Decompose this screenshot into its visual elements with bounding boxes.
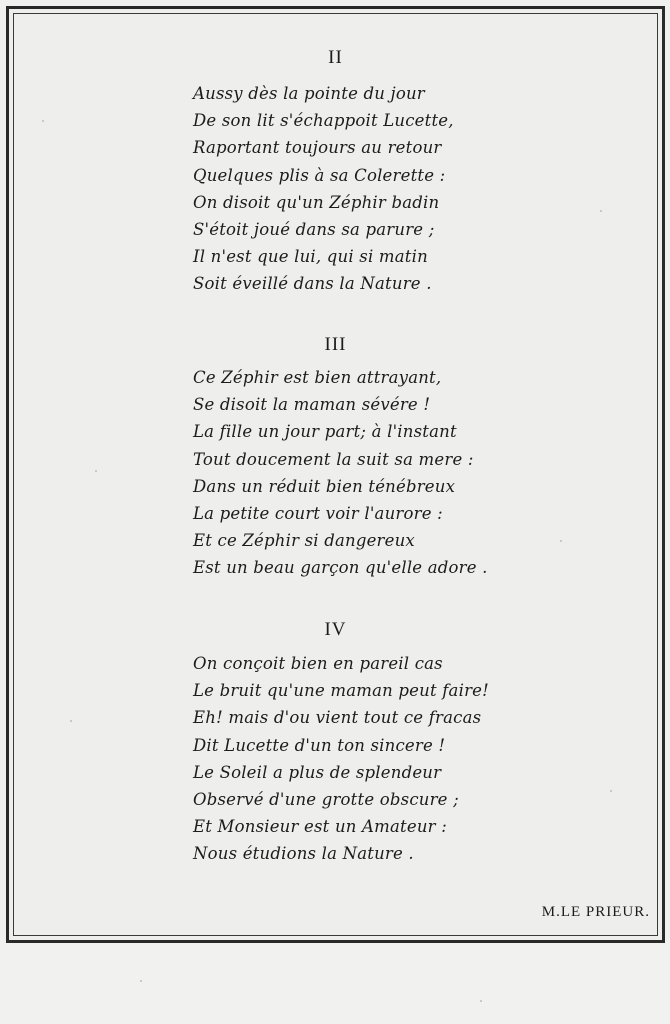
paper-speck (42, 120, 44, 122)
stanza-iv (193, 650, 573, 868)
verse-line: On conçoit bien en pareil cas (193, 654, 443, 673)
paper-speck (600, 210, 602, 212)
verse-line: De son lit s'échappoit Lucette, (193, 111, 454, 131)
paper-speck (560, 540, 562, 542)
verse-line: Le Soleil a plus de splendeur (193, 762, 442, 782)
verse-line: Et Monsieur est un Amateur : (193, 817, 447, 837)
stanza-number-ii: II (328, 47, 343, 68)
verse-line: Tout doucement la suit sa mere : (193, 449, 474, 469)
author-signature: M.LE PRIEUR. (541, 904, 650, 920)
paper-speck (140, 980, 142, 982)
verse-line: Ce Zéphir est bien attrayant, (193, 368, 442, 387)
page-frame (6, 6, 665, 943)
paper-speck (480, 1000, 482, 1002)
stanza-ii (193, 80, 573, 298)
verse-line: Se disoit la maman sévére ! (193, 395, 431, 415)
verse-line: Soit éveillé dans la Nature . (193, 274, 432, 294)
verse-line: Raportant toujours au retour (193, 138, 442, 158)
verse-line: Eh! mais d'ou vient tout ce fracas (193, 708, 482, 728)
verse-line: Le bruit qu'une maman peut faire! (193, 681, 489, 701)
verse-line: Aussy dès la pointe du jour (193, 84, 425, 103)
verse-line: Dit Lucette d'un ton sincere ! (193, 735, 446, 755)
stanza-iii (193, 364, 573, 582)
paper-speck (610, 790, 612, 792)
verse-line: Est un beau garçon qu'elle adore . (193, 558, 488, 578)
verse-line: Quelques plis à sa Colerette : (193, 165, 446, 185)
stanza-number-iv: IV (324, 619, 347, 640)
verse-line: Et ce Zéphir si dangereux (193, 531, 415, 551)
paper-speck (70, 720, 72, 722)
paper-speck (95, 470, 97, 472)
verse-line: Nous étudions la Nature . (193, 844, 414, 864)
verse-line: Dans un réduit bien ténébreux (193, 476, 456, 496)
verse-line: S'étoit joué dans sa parure ; (193, 219, 435, 239)
verse-line: Observé d'une grotte obscure ; (193, 789, 459, 809)
verse-line: La petite court voir l'aurore : (193, 503, 443, 523)
verse-line: On disoit qu'un Zéphir badin (193, 192, 440, 212)
stanza-number-iii: III (324, 334, 347, 355)
verse-line: La fille un jour part; à l'instant (193, 422, 457, 442)
verse-line: Il n'est que lui, qui si matin (193, 247, 428, 267)
